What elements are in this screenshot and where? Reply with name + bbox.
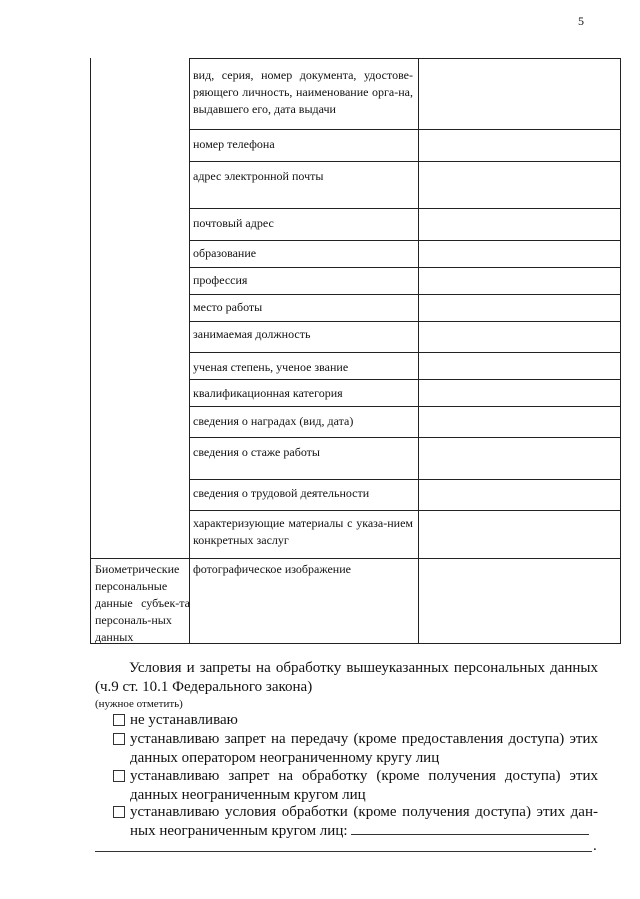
row-label-labor-activity: сведения о трудовой деятельности (193, 486, 370, 500)
row-label-identity-document: вид, серия, номер документа, удостове-ряющего личность, наименование орга-на, выдавшего его, дата выдачи (193, 68, 413, 116)
option-checkbox[interactable] (113, 770, 125, 782)
conditions-title: Условия и запреты на обработку вышеуказанных персональных данных (ч.9 ст. 10.1 Федерального закона) (95, 660, 598, 695)
option-label: устанавливаю запрет на обработку (кроме получения доступа) этих данных неограниченным кругом лиц (130, 768, 598, 803)
conditions-fill-line[interactable] (351, 834, 589, 835)
conditions-hint: (нужное отметить) (95, 698, 183, 710)
page-number: 5 (578, 14, 584, 28)
trailing-period: . (593, 838, 597, 854)
row-label-profession: профессия (193, 273, 248, 287)
row-label-postal-address: почтовый адрес (193, 216, 274, 230)
option-label: не устанавливаю (130, 712, 238, 728)
option-label: устанавливаю условия обработки (кроме получения доступа) этих дан-ных неограниченным кругом лиц: (130, 804, 598, 839)
row-label-qualification: квалификационная категория (193, 386, 343, 400)
option-ban-processing[interactable] (113, 767, 598, 805)
row-label-workplace: место работы (193, 300, 263, 314)
option-checkbox[interactable] (113, 714, 125, 726)
row-label-position: занимаемая должность (193, 327, 311, 341)
option-set-conditions[interactable] (113, 803, 598, 841)
option-checkbox[interactable] (113, 733, 125, 745)
row-label-education: образование (193, 246, 257, 260)
option-no-restrictions[interactable] (113, 711, 598, 730)
processing-conditions (95, 659, 598, 711)
row-label-work-experience: сведения о стаже работы (193, 445, 320, 459)
row-label-phone: номер телефона (193, 137, 275, 151)
row-label-photo: фотографическое изображение (193, 562, 351, 576)
row-label-email: адрес электронной почты (193, 169, 324, 183)
conditions-continuation-line[interactable] (95, 851, 592, 852)
row-label-academic-degree: ученая степень, ученое звание (193, 360, 349, 374)
option-checkbox[interactable] (113, 806, 125, 818)
option-ban-transfer[interactable] (113, 730, 598, 768)
row-label-awards: сведения о наградах (вид, дата) (193, 414, 354, 428)
section-label-biometric: Биометрические персональные данные субъек-та персональ-ных данных (95, 562, 190, 644)
personal-data-table (90, 58, 621, 644)
option-label: устанавливаю запрет на передачу (кроме предоставления доступа) этих данных оператором неограниченному кругу лиц (130, 731, 598, 766)
row-label-merit-materials: характеризующие материалы с указа-нием конкретных заслуг (193, 516, 413, 547)
